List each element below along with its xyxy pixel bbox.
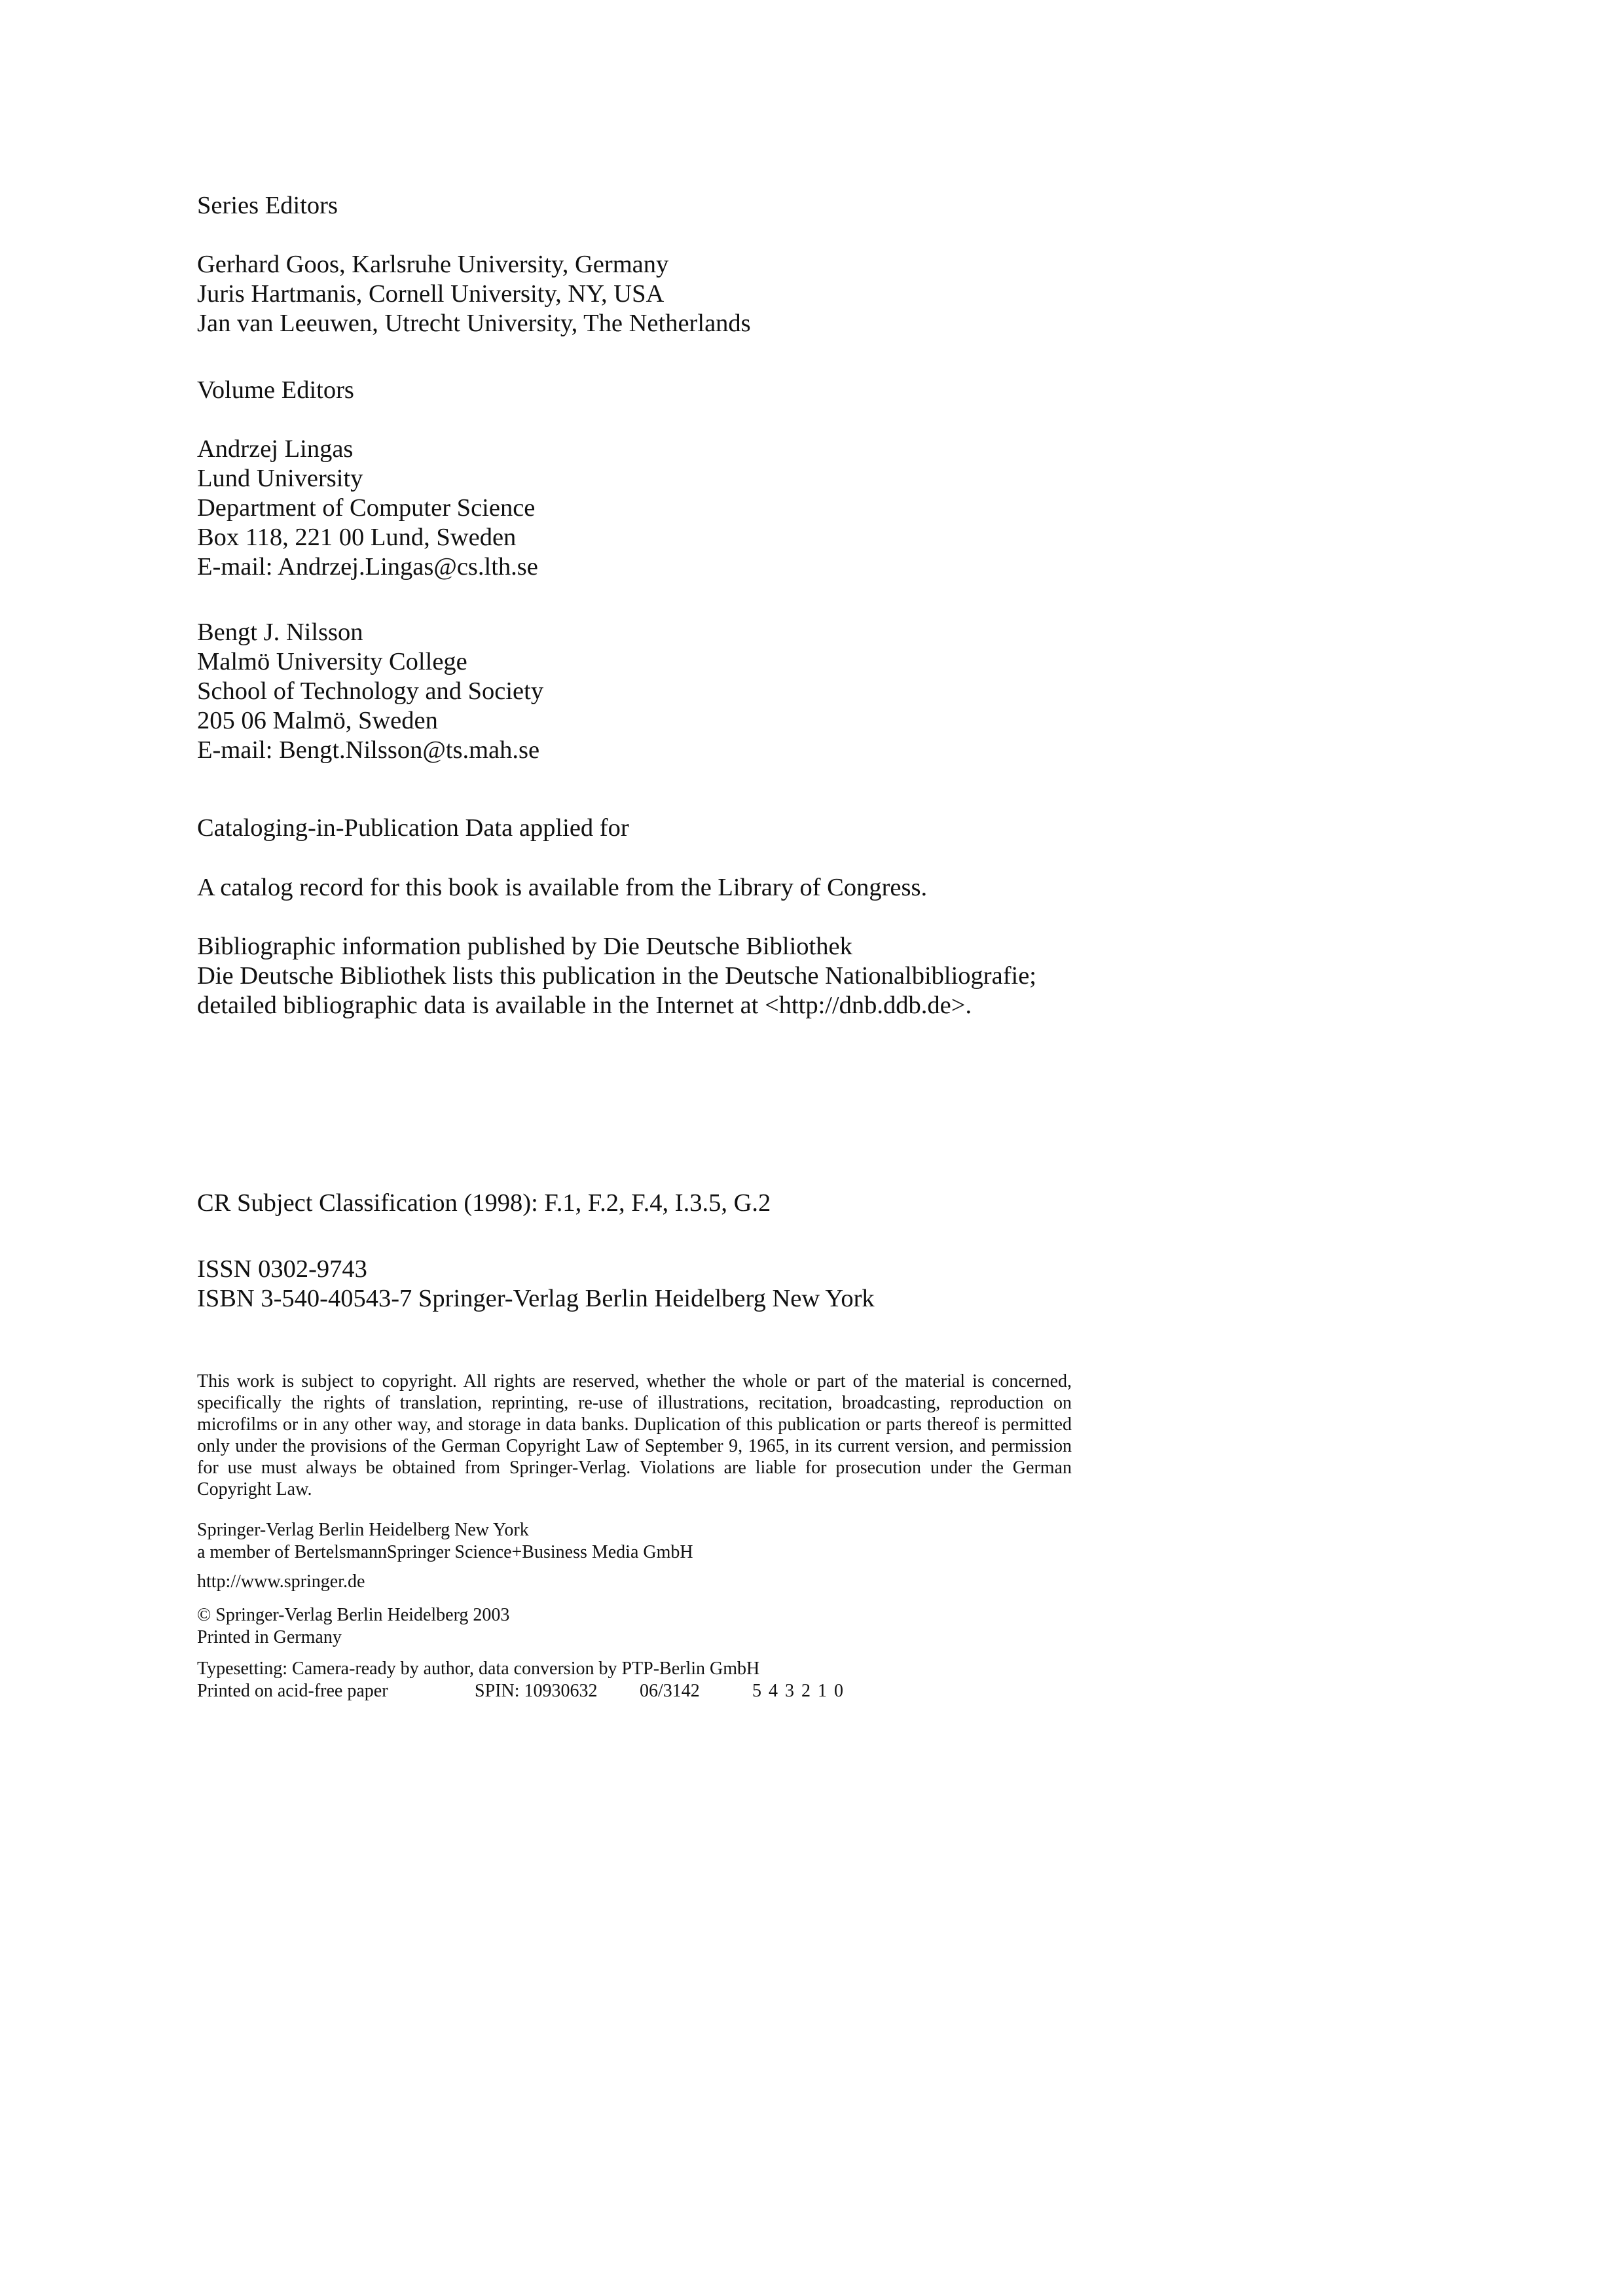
copyright-line-block [197,1604,1114,1649]
typesetting-block [197,1658,1114,1680]
editor-name: Andrzej Lingas [197,435,354,463]
subject-classification [197,1189,1114,1218]
series-editor-name: Gerhard Goos, Karlsruhe University, Germany [197,251,669,278]
dnb-line: Die Deutsche Bibliothek lists this publication in the Deutsche Nationalbibliografie; [197,962,1037,990]
editor-affiliation: Malmö University College [197,648,467,675]
publisher-name: Springer-Verlag Berlin Heidelberg New York [197,1520,529,1540]
dnb-line: detailed bibliographic data is available in the Internet at <http://dnb.ddb.de>. [197,992,972,1019]
editor-department: School of Technology and Society [197,677,544,705]
series-editors-heading: Series Editors [197,192,338,219]
editor-email: E-mail: Andrzej.Lingas@cs.lth.se [197,553,538,581]
editor-affiliation: Lund University [197,465,363,492]
editor-name: Bengt J. Nilsson [197,619,363,646]
series-editor-name: Juris Hartmanis, Cornell University, NY, USA [197,280,665,308]
volume-editor-lingas [197,435,1114,582]
copyright-notice: This work is subject to copyright. All rights are reserved, whether the whole or part of the material is concerned, specifically the rights of translation, reprinting, re-use of illustrations, recitation, broadcasting, reproduction on microfilms or in any other way, and storage in data banks. Duplication of this publication or parts thereof is permitted only under the provisions of the German Copyright Law of September 9, 1965, in its current version, and permission for use must always be obtained from Springer-Verlag. Violations are liable for prosecution under the German Copyright Law. [197,1371,1072,1499]
classification-line: CR Subject Classification (1998): F.1, F.2, F.4, I.3.5, G.2 [197,1189,771,1217]
volume-editors-heading: Volume Editors [197,376,354,404]
print-code: 06/3142 [640,1681,700,1701]
spin-number: SPIN: 10930632 [475,1681,598,1701]
series-editors-list [197,250,1114,338]
dnb-line: Bibliographic information published by Die Deutsche Bibliothek [197,933,852,960]
loc-line: A catalog record for this book is available from the Library of Congress. [197,874,928,901]
publisher-info [197,1519,1114,1564]
editor-email: E-mail: Bengt.Nilsson@ts.mah.se [197,736,540,764]
series-editor-name: Jan van Leeuwen, Utrecht University, The Netherlands [197,310,751,337]
editor-department: Department of Computer Science [197,494,536,522]
editor-address: 205 06 Malmö, Sweden [197,707,438,734]
printing-line [197,1680,1114,1702]
dnb-notice [197,932,1114,1020]
issn: ISSN 0302-9743 [197,1255,367,1283]
publisher-member: a member of BertelsmannSpringer Science+Business Media GmbH [197,1542,693,1562]
identifiers [197,1255,1114,1314]
publisher-url-block [197,1571,1114,1593]
printing-sequence: 5 4 3 2 1 0 [752,1681,845,1701]
loc-notice [197,873,1114,903]
copyright-line: © Springer-Verlag Berlin Heidelberg 2003 [197,1605,510,1625]
series-editors-section [197,191,1114,221]
volume-editor-nilsson [197,618,1114,765]
publisher-url: http://www.springer.de [197,1571,365,1592]
cip-notice [197,814,1114,843]
typesetting-line: Typesetting: Camera-ready by author, data conversion by PTP-Berlin GmbH [197,1659,760,1679]
isbn: ISBN 3-540-40543-7 Springer-Verlag Berlin Heidelberg New York [197,1285,875,1312]
paper-note: Printed on acid-free paper [197,1681,388,1701]
printed-in: Printed in Germany [197,1627,342,1647]
editor-address: Box 118, 221 00 Lund, Sweden [197,524,517,551]
volume-editors-section [197,376,1114,405]
cip-line: Cataloging-in-Publication Data applied for [197,814,629,842]
